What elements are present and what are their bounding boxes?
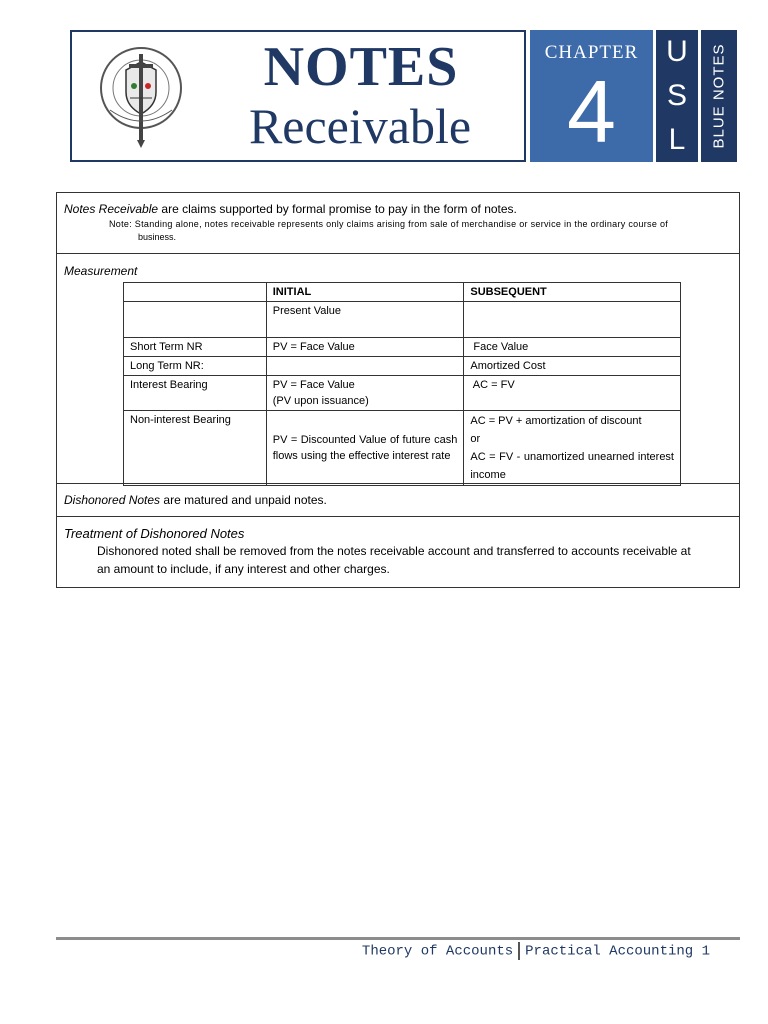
table-header-cell [124, 283, 267, 302]
definition-note-continued: business. [138, 232, 177, 242]
usl-box [656, 30, 698, 162]
table-header-cell: SUBSEQUENT [464, 283, 681, 302]
footer-subject: Theory of Accounts [361, 943, 514, 960]
table-row [124, 411, 681, 486]
university-seal-logo [96, 40, 186, 150]
definition-text: are claims supported by formal promise to pay in the form of notes. [158, 202, 517, 216]
table-cell: Long Term NR: [124, 357, 267, 376]
definition-section [57, 193, 739, 254]
table-cell: Present Value [266, 302, 464, 338]
title-main: NOTES [263, 36, 459, 98]
table-cell: AC = PV + amortization of discount or AC = FV - unamortized unearned interest income [464, 411, 681, 486]
definition-paragraph [64, 193, 732, 217]
measurement-heading: Measurement [64, 264, 138, 278]
usl-letter-u: U [666, 35, 688, 68]
page-footer [362, 942, 710, 960]
definition-note: Note: Standing alone, notes receivable represents only claims arising from sale of merchandise or service in the ordinary course of [109, 219, 669, 229]
content-frame [56, 192, 740, 588]
table-cell: Face Value [464, 338, 681, 357]
measurement-table [123, 282, 681, 486]
table-row [124, 302, 681, 338]
table-cell: PV = Face Value (PV upon issuance) [266, 376, 464, 411]
table-header-row [124, 283, 681, 302]
blue-notes-label: BLUE NOTES [710, 43, 728, 149]
title-sub: Receivable [248, 98, 472, 154]
table-row [124, 357, 681, 376]
table-cell [266, 357, 464, 376]
dishonored-text: are matured and unpaid notes. [160, 493, 327, 507]
table-cell [464, 302, 681, 338]
dishonored-paragraph [64, 484, 732, 508]
dishonored-term: Dishonored Notes [64, 493, 161, 507]
footer-separator [518, 942, 520, 960]
title-box [70, 30, 526, 162]
treatment-text-line1: Dishonored noted shall be removed from the notes receivable account and transferred to accounts receivable at [97, 544, 691, 558]
table-row [124, 338, 681, 357]
table-cell: PV = Face Value [266, 338, 464, 357]
measurement-section [57, 254, 739, 484]
treatment-section [57, 517, 739, 587]
dishonored-section [57, 484, 739, 517]
table-cell: Short Term NR [124, 338, 267, 357]
table-header-cell: INITIAL [266, 283, 464, 302]
usl-letter-l: L [668, 123, 686, 156]
table-cell: Interest Bearing [124, 376, 267, 411]
chapter-label: CHAPTER [544, 42, 639, 63]
table-row [124, 376, 681, 411]
blue-notes-box [701, 30, 737, 162]
footer-rule [56, 937, 740, 940]
chapter-box [530, 30, 653, 162]
definition-term: Notes Receivable [64, 202, 159, 216]
treatment-heading: Treatment of Dishonored Notes [64, 526, 245, 541]
table-cell [124, 302, 267, 338]
treatment-text-line2: an amount to include, if any interest and other charges. [97, 562, 390, 576]
table-cell: PV = Discounted Value of future cash flows using the effective interest rate [266, 411, 464, 486]
usl-letter-s: S [666, 79, 687, 112]
table-cell: AC = FV [464, 376, 681, 411]
chapter-number: 4 [567, 62, 616, 161]
table-cell: Amortized Cost [464, 357, 681, 376]
table-cell: Non-interest Bearing [124, 411, 267, 486]
footer-course: Practical Accounting 1 [525, 943, 710, 960]
